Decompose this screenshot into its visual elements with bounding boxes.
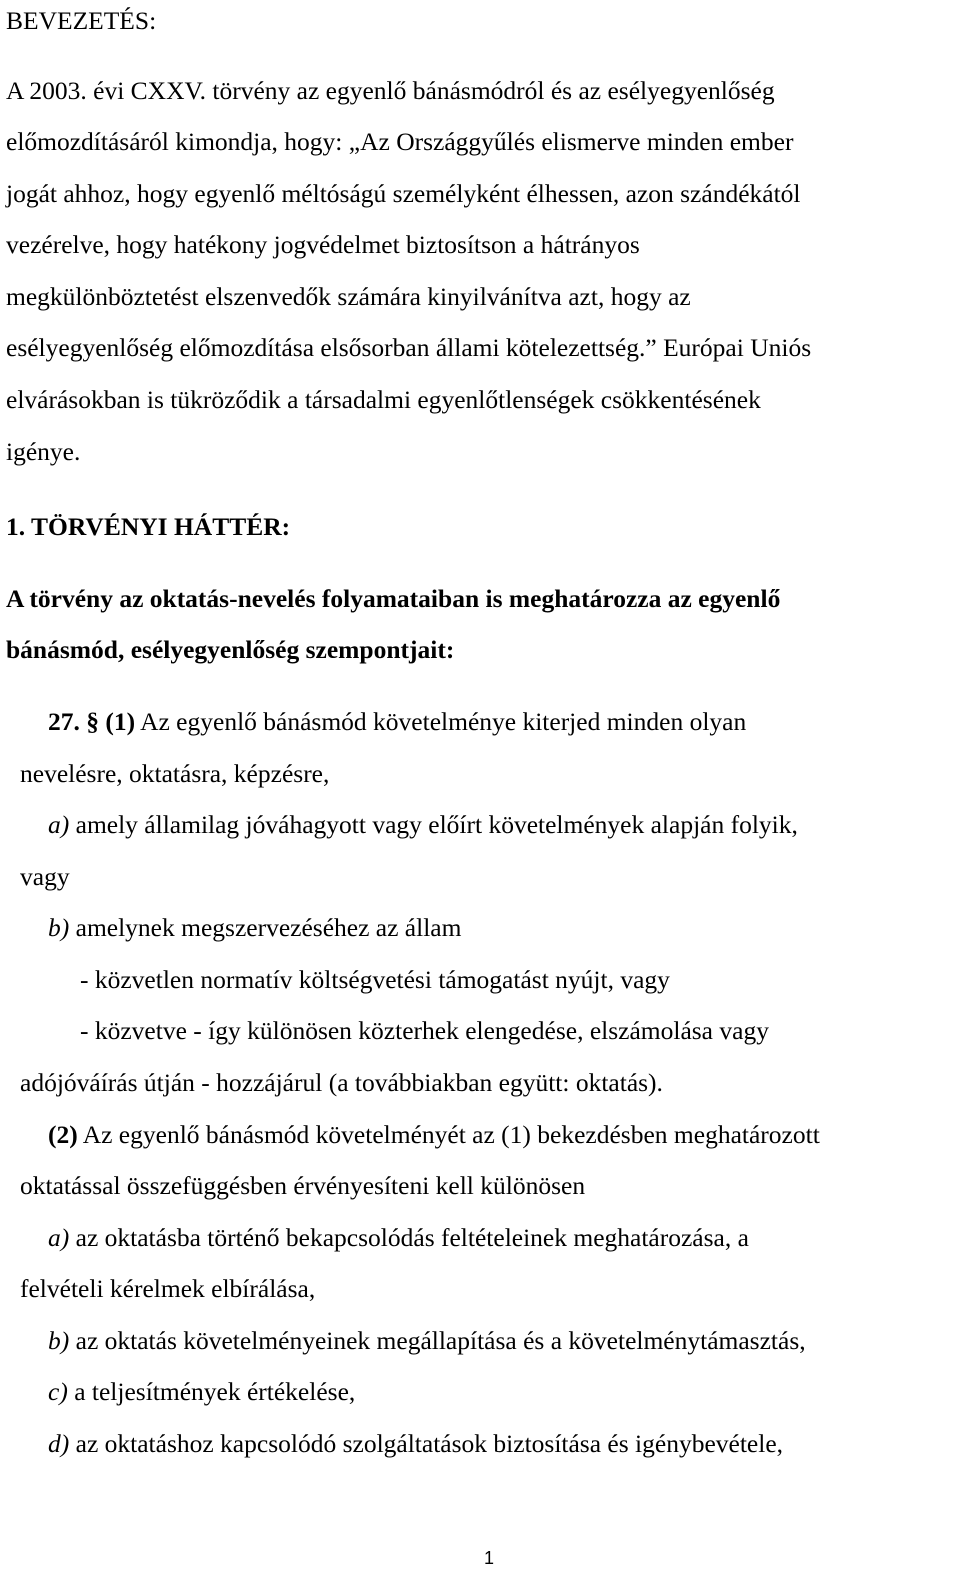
point-marker: d): [48, 1429, 70, 1458]
article-number: 27. §: [48, 707, 99, 736]
paragraph-text: Az egyenlő bánásmód követelménye kiterjed minden olyan: [140, 707, 747, 736]
intro-line: jogát ahhoz, hogy egyenlő méltóságú személyként élhessen, azon szándékától: [6, 179, 801, 208]
point-b: [48, 1326, 806, 1356]
intro-line: vezérelve, hogy hatékony jogvédelmet biztosítson a hátrányos: [6, 230, 640, 259]
intro-line: igénye.: [6, 437, 81, 466]
point-marker: b): [48, 913, 70, 942]
point-text: az oktatásba történő bekapcsolódás feltételeinek meghatározása, a: [75, 1223, 749, 1252]
point-marker: a): [48, 1223, 70, 1252]
point-continuation: felvételi kérelmek elbírálása,: [20, 1274, 316, 1303]
point-a: [48, 810, 798, 840]
section-subtitle-line: A törvény az oktatás-nevelés folyamataiban is meghatározza az egyenlő: [6, 584, 781, 613]
point-d: [48, 1429, 783, 1459]
intro-line: A 2003. évi CXXV. törvény az egyenlő bánásmódról és az esélyegyenlőség: [6, 76, 775, 105]
paragraph-continuation: nevelésre, oktatásra, képzésre,: [20, 759, 330, 788]
intro-line: elvárásokban is tükröződik a társadalmi egyenlőtlenségek csökkentésének: [6, 385, 761, 414]
intro-line: előmozdításáról kimondja, hogy: „Az Országgyűlés elismerve minden ember: [6, 127, 794, 156]
section-title: 1. TÖRVÉNYI HÁTTÉR:: [6, 512, 291, 541]
heading-bevezetes: BEVEZETÉS:: [6, 6, 157, 35]
dash-item: - közvetlen normatív költségvetési támogatást nyújt, vagy: [80, 965, 670, 994]
point-marker: c): [48, 1377, 68, 1406]
paragraph-continuation: oktatással összefüggésben érvényesíteni kell különösen: [20, 1171, 586, 1200]
paragraph-continuation: adójóváírás útján - hozzájárul (a továbbiakban együtt: oktatás).: [20, 1068, 663, 1097]
point-marker: b): [48, 1326, 70, 1355]
paragraph-text: Az egyenlő bánásmód követelményét az (1) bekezdésben meghatározott: [82, 1120, 820, 1149]
section-subtitle-line: bánásmód, esélyegyenlőség szempontjait:: [6, 635, 455, 664]
dash-item: - közvetve - így különösen közterhek elengedése, elszámolása vagy: [80, 1016, 769, 1045]
point-text: a teljesítmények értékelése,: [74, 1377, 356, 1406]
intro-line: megkülönböztetést elszenvedők számára kinyilvánítva azt, hogy az: [6, 282, 691, 311]
page-number: 1: [483, 1548, 494, 1568]
article-27-paragraph-2: [48, 1120, 820, 1150]
paragraph-marker: (1): [105, 707, 136, 736]
point-marker: a): [48, 810, 70, 839]
point-text: amely államilag jóváhagyott vagy előírt követelmények alapján folyik,: [75, 810, 798, 839]
paragraph-marker: (2): [48, 1120, 78, 1149]
intro-line: esélyegyenlőség előmozdítása elsősorban állami kötelezettség.” Európai Uniós: [6, 333, 812, 362]
point-c: [48, 1377, 355, 1407]
point-b: [48, 913, 461, 943]
point-text: az oktatás követelményeinek megállapítása és a követelménytámasztás,: [75, 1326, 806, 1355]
point-text: amelynek megszervezéséhez az állam: [75, 913, 462, 942]
point-continuation: vagy: [20, 862, 70, 891]
article-27-paragraph-1: [48, 707, 746, 737]
point-text: az oktatáshoz kapcsolódó szolgáltatások biztosítása és igénybevétele,: [75, 1429, 784, 1458]
point-a: [48, 1223, 749, 1253]
